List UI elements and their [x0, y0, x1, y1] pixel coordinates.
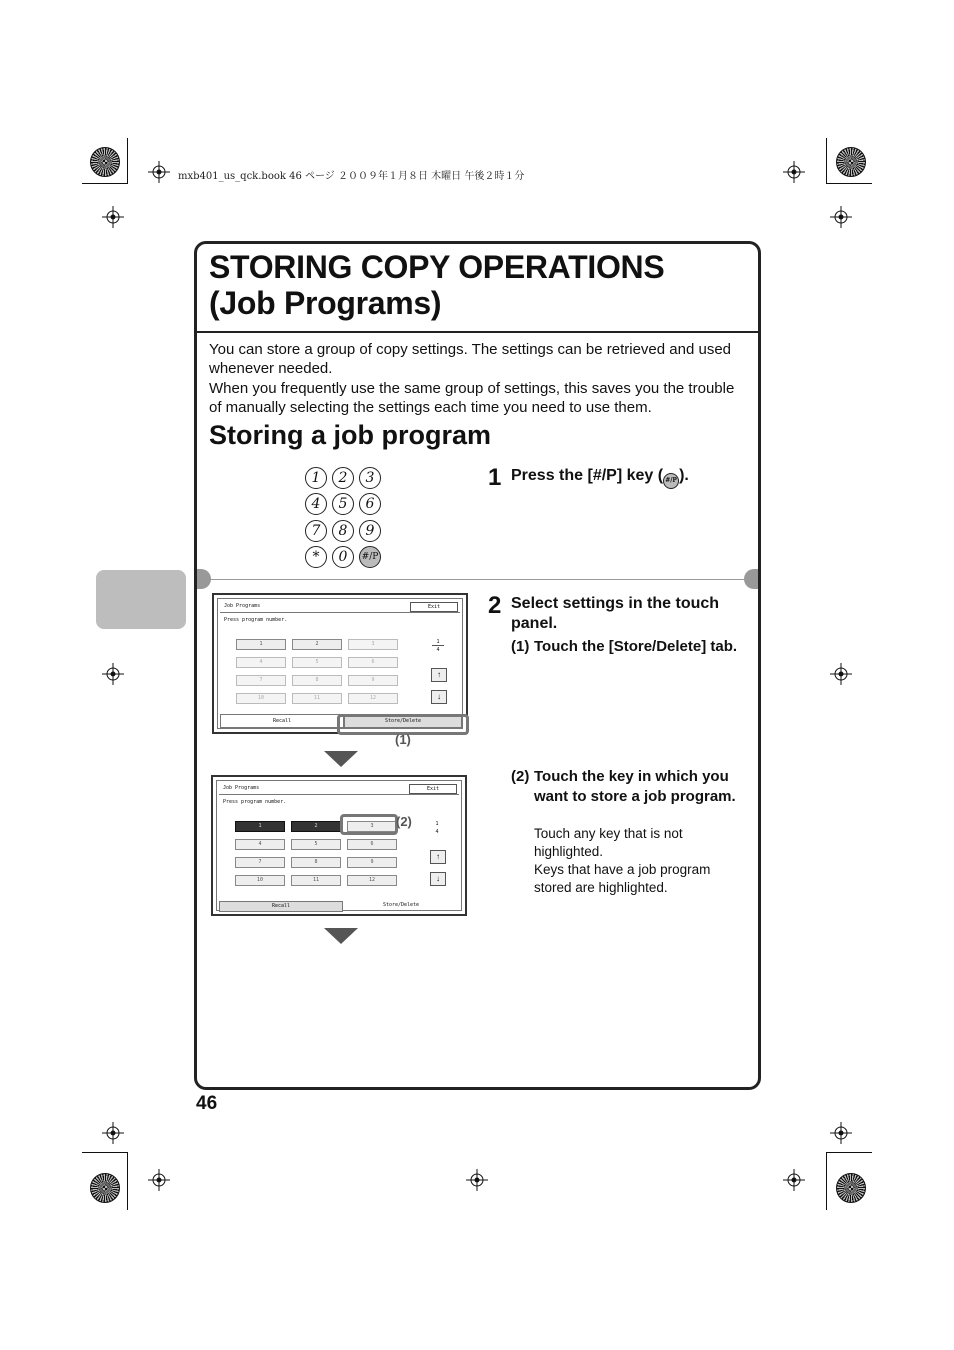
panel-instruction: Press program number. [223, 799, 287, 805]
page-total: 4 [435, 829, 439, 835]
registration-star-icon [836, 1173, 866, 1203]
crosshair-icon [466, 1169, 488, 1191]
program-key: 3 [348, 639, 398, 650]
program-key: 2 [292, 639, 342, 650]
substep-2-text: Touch the key in which you want to store a job program. [534, 768, 736, 805]
program-key: 9 [348, 675, 398, 686]
callout-label: (1) [395, 732, 411, 747]
crosshair-icon [102, 663, 124, 685]
panel-screen [216, 780, 462, 911]
hash-p-key-icon: #/P [663, 473, 679, 489]
substep-number: (1) [511, 638, 530, 655]
divider-dot [744, 569, 758, 589]
crop-mark [826, 1152, 827, 1210]
program-key: 6 [348, 657, 398, 668]
step-1-text-end: ). [679, 467, 689, 484]
touch-panel-screenshot-1 [212, 593, 468, 734]
crosshair-icon [102, 1122, 124, 1144]
arrow-up-icon: ↑ [431, 668, 447, 682]
crop-mark [127, 138, 128, 184]
program-key: 4 [235, 839, 285, 850]
crosshair-icon [830, 663, 852, 685]
crop-mark [82, 1152, 128, 1153]
program-key: 11 [291, 875, 341, 886]
program-key: 4 [236, 657, 286, 668]
page-current: 1 [435, 821, 439, 827]
keypad-key: 9 [359, 520, 381, 542]
crop-mark [826, 183, 872, 184]
intro-text [209, 340, 749, 417]
program-key: 1 [235, 821, 285, 832]
panel-screen [217, 598, 463, 729]
keypad-key: 0 [332, 546, 354, 568]
substep-1-text: Touch the [Store/Delete] tab. [534, 638, 738, 655]
section-heading: Storing a job program [209, 420, 492, 450]
keypad-key: 6 [359, 493, 381, 515]
crosshair-icon [148, 1169, 170, 1191]
note-line: Touch any key that is not highlighted. [534, 826, 683, 859]
crop-mark [127, 1152, 128, 1210]
step-number: 2 [488, 592, 502, 619]
registration-star-icon [836, 147, 866, 177]
exit-button: Exit [410, 602, 458, 612]
title-line-2: (Job Programs) [209, 285, 442, 321]
keypad-key: 5 [332, 493, 354, 515]
substep-number: (2) [511, 768, 530, 785]
crosshair-icon [783, 161, 805, 183]
tab-recall: Recall [219, 901, 343, 912]
exit-button: Exit [409, 784, 457, 794]
keypad-key: 4 [305, 493, 327, 515]
step-1-instruction [511, 466, 689, 489]
crosshair-icon [102, 206, 124, 228]
hash-p-key: #/P [359, 546, 381, 568]
step-divider [197, 579, 755, 580]
intro-paragraph: When you frequently use the same group of settings, this saves you the trouble of manually selecting the settings each time you need to use them. [209, 379, 735, 416]
registration-star-icon [90, 147, 120, 177]
arrow-down-icon: ↓ [431, 690, 447, 704]
panel-instruction: Press program number. [224, 617, 288, 623]
callout-label: (2) [396, 814, 412, 829]
note-line: Keys that have a job program stored are highlighted. [534, 862, 711, 895]
program-key: 5 [292, 657, 342, 668]
tab-store-delete: Store/Delete [344, 714, 462, 728]
program-key: 10 [235, 875, 285, 886]
touch-panel-screenshot-2 [211, 775, 467, 916]
crop-mark [826, 138, 827, 184]
step-2-instruction: Select settings in the touch panel. [511, 595, 720, 632]
program-key: 8 [292, 675, 342, 686]
keypad-key: 7 [305, 520, 327, 542]
title-line-1: STORING COPY OPERATIONS [209, 249, 665, 285]
page-title [209, 249, 664, 321]
page-current: 1 [432, 639, 444, 646]
program-key: 5 [291, 839, 341, 850]
crosshair-icon [830, 1122, 852, 1144]
program-key: 7 [236, 675, 286, 686]
crosshair-icon [148, 161, 170, 183]
keypad-key: * [305, 546, 327, 568]
crop-mark [826, 1152, 872, 1153]
program-key: 7 [235, 857, 285, 868]
arrow-down-icon: ↓ [430, 872, 446, 886]
step-1-text: Press the [#/P] key ( [511, 467, 664, 484]
program-key: 2 [291, 821, 341, 832]
keypad-key: 2 [332, 467, 354, 489]
page-number: 46 [196, 1093, 218, 1114]
crosshair-icon [830, 206, 852, 228]
page-total: 4 [436, 647, 440, 653]
program-key: 8 [291, 857, 341, 868]
program-key: 12 [347, 875, 397, 886]
keypad-key: 3 [359, 467, 381, 489]
program-key: 9 [347, 857, 397, 868]
panel-title: Job Programs Exit [219, 783, 459, 795]
down-arrow-icon [324, 751, 358, 767]
program-key: 10 [236, 693, 286, 704]
keypad-key: 1 [305, 467, 327, 489]
keypad-key: 8 [332, 520, 354, 542]
substep-2-body [534, 825, 739, 897]
crop-mark [82, 183, 128, 184]
program-key: 6 [347, 839, 397, 850]
panel-title: Job Programs Exit [220, 601, 460, 613]
print-header: mxb401_us_qck.book 46 ページ ２００９年１月８日 木曜日 午後２時１分 [178, 171, 525, 182]
program-key: 11 [292, 693, 342, 704]
step-number: 1 [488, 464, 502, 491]
tab-recall: Recall [220, 714, 344, 728]
callout-highlight [340, 814, 398, 835]
program-key: 1 [236, 639, 286, 650]
chapter-tab [96, 570, 186, 629]
down-arrow-icon [324, 928, 358, 944]
title-divider [197, 331, 758, 333]
tab-store-delete: Store/Delete [343, 901, 459, 910]
crosshair-icon [783, 1169, 805, 1191]
registration-star-icon [90, 1173, 120, 1203]
intro-paragraph: You can store a group of copy settings. The settings can be retrieved and used whenever needed. [209, 341, 732, 378]
arrow-up-icon: ↑ [430, 850, 446, 864]
program-key: 12 [348, 693, 398, 704]
program-key: 3 [347, 821, 397, 832]
